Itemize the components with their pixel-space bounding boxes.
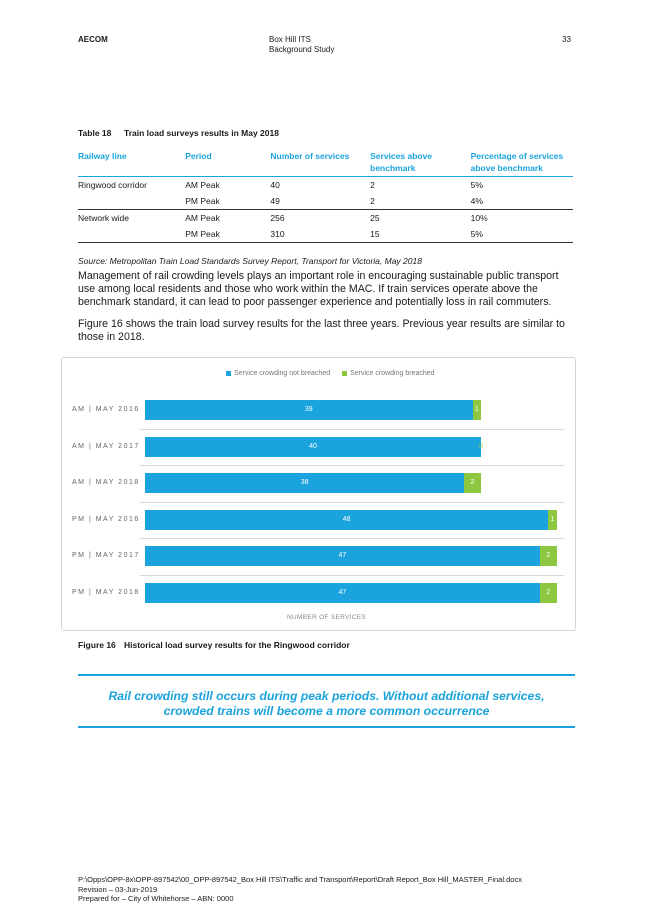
row-separator <box>140 465 564 466</box>
row-separator <box>140 575 564 576</box>
table-cell: 2 <box>370 180 375 190</box>
legend-item-not-breached <box>226 370 330 377</box>
table-cell: 5% <box>471 226 573 243</box>
table-cell: 256 <box>270 213 285 223</box>
legend-item-breached <box>342 370 434 377</box>
callout-line-1: Rail crowding still occurs during peak periods. Without additional services, <box>108 689 545 703</box>
bar-value-label: 2 <box>470 479 475 486</box>
table-cell: AM Peak <box>185 180 220 190</box>
company-name: AECOM <box>78 35 108 44</box>
legend-label-breached: Service crowding breached <box>350 370 435 377</box>
table-cell <box>78 226 185 243</box>
category-label: PM | MAY 2016 <box>72 515 140 523</box>
bar-value-label: 47 <box>338 552 347 559</box>
table-cell: 25 <box>370 213 380 223</box>
bar-value-label: 0 <box>479 442 483 450</box>
bar-value-label: 1 <box>474 406 479 413</box>
table-cell: AM Peak <box>185 213 220 223</box>
category-label: AM | MAY 2018 <box>72 479 140 486</box>
bar-value-label: 2 <box>546 552 551 559</box>
bar-value-label: 2 <box>546 588 551 596</box>
col-header-percentage: Percentage of services above benchmark <box>471 150 573 177</box>
table-caption <box>78 128 279 138</box>
category-label: AM | MAY 2016 <box>72 406 140 413</box>
category-label: PM | MAY 2018 <box>72 588 140 596</box>
legend-swatch-breached <box>342 371 347 376</box>
table-cell: 15 <box>370 226 470 243</box>
footer-file-path: P:\Opps\OPP-8x\OPP-897542\00_OPP-897542_Box Hill ITS\Traffic and Transport\Report\Draft Report_Box Hill_MASTER_Final.docx <box>78 875 522 884</box>
document-title-line1: Box Hill ITS <box>269 35 311 44</box>
table-cell: PM Peak <box>185 193 270 210</box>
col-header-services-above-benchmark: Services above benchmark <box>370 150 470 177</box>
bar-value-label: 47 <box>338 588 347 596</box>
table-row <box>78 177 573 194</box>
bar-value-label: 40 <box>309 442 317 450</box>
table-cell: 4% <box>471 193 573 210</box>
col-header-railway-line: Railway line <box>78 150 185 177</box>
row-separator <box>140 538 564 539</box>
category-label: AM | MAY 2017 <box>72 442 140 450</box>
table-row <box>78 193 573 210</box>
callout-bottom-rule <box>78 726 575 728</box>
train-load-table <box>78 150 573 243</box>
col-header-period: Period <box>185 150 270 177</box>
x-axis-label: NUMBER OF SERVICES <box>287 614 366 621</box>
bar-value-label: 38 <box>300 479 309 486</box>
body-paragraph-1: Management of rail crowding levels plays an important role in encouraging sustainable public transport use among local residents and those who work within the MAC. If train services operate above the benchmark standard, it can lead to poor passenger experience and potentially loss in rail commuters. <box>78 270 559 308</box>
category-label: PM | MAY 2017 <box>72 552 140 559</box>
document-title-line2: Background Study <box>269 45 335 54</box>
table-cell: 49 <box>270 193 370 210</box>
figure-caption-title: Historical load survey results for the Ringwood corridor <box>124 640 350 650</box>
table-source-note: Source: Metropolitan Train Load Standards Survey Report, Transport for Victoria, May 2018 <box>78 256 422 266</box>
table-caption-title: Train load surveys results in May 2018 <box>124 128 279 138</box>
table-cell: 5% <box>470 180 483 190</box>
body-paragraph-2: Figure 16 shows the train load survey results for the last three years. Previous year results are similar to those in 2018. <box>78 318 565 343</box>
table-row <box>78 210 573 227</box>
table-cell: 2 <box>370 193 470 210</box>
figure-caption <box>78 640 350 650</box>
table-cell: 40 <box>270 180 280 190</box>
legend-swatch-not-breached <box>226 371 231 376</box>
table-cell: PM Peak <box>185 226 270 243</box>
table-row <box>78 226 573 243</box>
footer-prepared-for: Prepared for – City of Whitehorse – ABN: 0000 <box>78 894 234 903</box>
row-separator <box>140 429 564 430</box>
table-cell: Ringwood corridor <box>78 180 147 190</box>
callout-line-2: crowded trains will become a more common occurrence <box>163 704 490 718</box>
callout-box <box>78 689 575 719</box>
bar-value-label: 1 <box>550 515 555 523</box>
legend-label-not-breached: Service crowding not breached <box>234 370 331 377</box>
callout-top-rule <box>78 674 575 676</box>
table-cell: 10% <box>470 213 488 223</box>
table-caption-number: Table 18 <box>78 128 112 138</box>
page-number: 33 <box>562 35 571 44</box>
table-cell: 310 <box>270 226 370 243</box>
col-header-number-of-services: Number of services <box>270 150 370 177</box>
bar-value-label: 39 <box>304 406 313 413</box>
table-cell: Network wide <box>78 213 130 223</box>
row-separator <box>140 502 564 503</box>
table-header-row <box>78 150 573 177</box>
document-title <box>269 35 334 55</box>
table-cell <box>78 193 185 210</box>
chart-x-axis-title <box>0 614 653 621</box>
chart-legend <box>226 370 445 377</box>
bar-value-label: 48 <box>342 515 351 523</box>
page-footer <box>78 875 522 904</box>
footer-revision: Revision – 03-Jun-2019 <box>78 884 158 894</box>
figure-caption-number: Figure 16 <box>78 640 116 650</box>
